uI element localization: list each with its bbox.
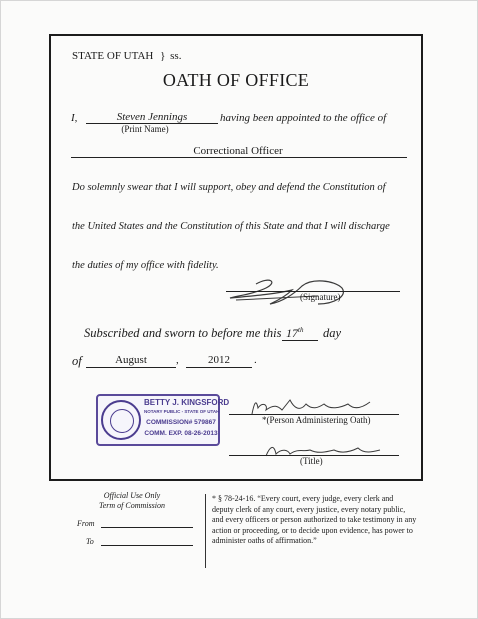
to-underline — [101, 545, 193, 546]
from-label: From — [77, 519, 95, 528]
appointee-suffix: having been appointed to the office of — [220, 112, 387, 124]
footer-divider — [205, 494, 206, 568]
official-use-label: Official Use Only — [103, 491, 161, 500]
appointee-name: Steven Jennings — [116, 111, 188, 123]
day-value — [286, 326, 303, 341]
notary-seal-icon — [101, 400, 141, 440]
year-underline — [186, 367, 252, 368]
form-title: OATH OF OFFICE — [162, 70, 310, 90]
name-caption: (Print Name) — [121, 124, 169, 134]
month-underline — [86, 367, 176, 368]
date-month: August — [115, 354, 147, 366]
oath-line-2: the United States and the Constitution of this State and that I will discharge — [72, 221, 390, 232]
statute-text: * § 78-24-16. “Every court, every judge, every clerk and deputy clerk of any court, every justice, every notary public, and every officers or person authorized to take testimony in any action or proceeding, or to decide upon evidence, has power to administer oaths of affirmation.” — [212, 494, 417, 545]
stamp-line2: NOTARY PUBLIC - STATE OF UTAH — [144, 409, 220, 414]
date-year: 2012 — [208, 354, 230, 366]
date-comma: , — [176, 354, 179, 366]
appointee-prefix: I, — [71, 112, 78, 124]
sworn-text: Subscribed and sworn to before me this — [84, 326, 282, 340]
oath-line-1: Do solemnly swear that I will support, obey and defend the Constitution of — [72, 182, 386, 193]
stamp-commission: COMMISSION# 579867 — [146, 419, 216, 426]
stamp-name: BETTY J. KINGSFORD — [144, 398, 230, 407]
date-period: . — [254, 354, 257, 366]
title-signature — [260, 440, 390, 462]
day-word: day — [323, 326, 342, 340]
day-suffix: th — [298, 326, 304, 334]
notary-stamp — [96, 394, 230, 446]
office-underline — [71, 157, 407, 158]
from-underline — [101, 527, 193, 528]
oath-line-3: the duties of my office with fidelity. — [72, 260, 219, 271]
to-label: To — [86, 537, 94, 546]
term-label: Term of Commission — [99, 501, 165, 510]
stamp-expires: COMM. EXP. 08-26-2013 — [144, 430, 218, 437]
brace: } — [160, 50, 166, 62]
administering-caption: *(Person Administering Oath) — [262, 415, 371, 425]
ss-label: ss. — [170, 50, 182, 62]
state-line: STATE OF UTAH — [72, 50, 154, 62]
title-caption: (Title) — [300, 456, 323, 466]
signature-caption: (Signature) — [300, 292, 341, 302]
date-of: of — [72, 354, 82, 368]
day-number: 17 — [286, 326, 298, 340]
state-header — [72, 50, 181, 62]
office-title: Correctional Officer — [193, 145, 283, 157]
appointee-signature — [222, 274, 362, 310]
